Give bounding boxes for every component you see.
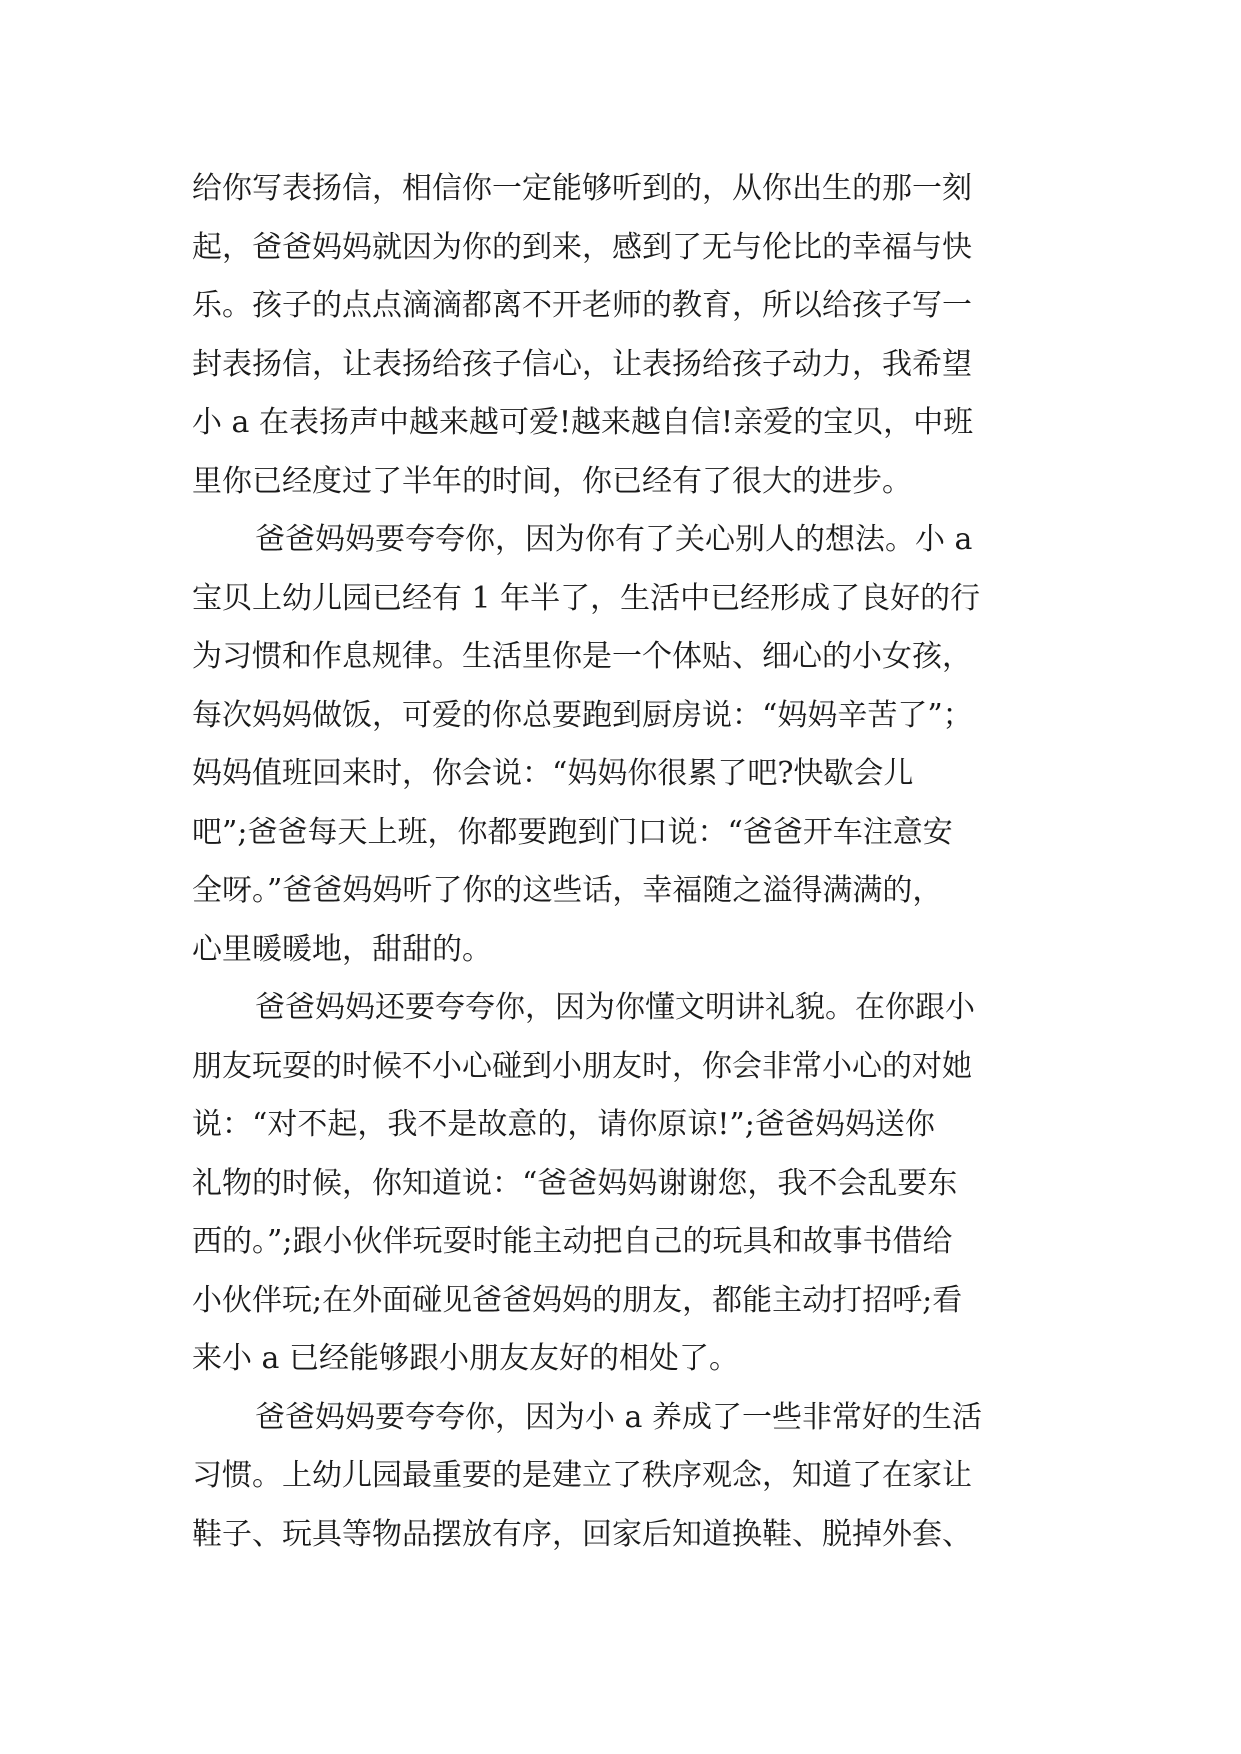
text-line: 小 a 在表扬声中越来越可爱!越来越自信!亲爱的宝贝，中班 bbox=[192, 405, 974, 440]
text-line: 礼物的时候，你知道说：“爸爸妈妈谢谢您，我不会乱要东 bbox=[192, 1165, 958, 1201]
text-line: 给你写表扬信，相信你一定能够听到的，从你出生的那一刻 bbox=[192, 171, 972, 206]
text-line: 说：“对不起，我不是故意的，请你原谅!”;爸爸妈妈送你 bbox=[192, 1107, 935, 1142]
text-line: 每次妈妈做饭，可爱的你总要跑到厨房说：“妈妈辛苦了”； bbox=[192, 697, 973, 733]
text-line: 为习惯和作息规律。生活里你是一个体贴、细心的小女孩， bbox=[192, 639, 972, 674]
text-line: 小伙伴玩;在外面碰见爸爸妈妈的朋友，都能主动打招呼;看 bbox=[192, 1282, 963, 1318]
paragraph-first-line: 爸爸妈妈要夸夸你，因为你有了关心别人的想法。小 a bbox=[255, 522, 973, 557]
text-line: 宝贝上幼儿园已经有 1 年半了，生活中已经形成了良好的行 bbox=[192, 580, 981, 616]
letter-body bbox=[192, 160, 1092, 1564]
text-line: 心里暖暖地，甜甜的。 bbox=[192, 931, 492, 967]
text-line: 全呀。”爸爸妈妈听了你的这些话，幸福随之溢得满满的， bbox=[192, 873, 943, 908]
text-line: 吧”;爸爸每天上班，你都要跑到门口说：“爸爸开车注意安 bbox=[192, 814, 953, 850]
text-line: 西的。”;跟小伙伴玩耍时能主动把自己的玩具和故事书借给 bbox=[192, 1224, 953, 1259]
text-line: 习惯。上幼儿园最重要的是建立了秩序观念，知道了在家让 bbox=[192, 1458, 972, 1493]
text-line: 朋友玩耍的时候不小心碰到小朋友时，你会非常小心的对她 bbox=[192, 1048, 972, 1084]
paragraph-first-line: 爸爸妈妈还要夸夸你，因为你懂文明讲礼貌。在你跟小 bbox=[255, 990, 975, 1025]
text-line: 里你已经度过了半年的时间，你已经有了很大的进步。 bbox=[192, 463, 912, 499]
paragraph-first-line: 爸爸妈妈要夸夸你，因为小 a 养成了一些非常好的生活 bbox=[255, 1399, 982, 1435]
text-line: 乐。孩子的点点滴滴都离不开老师的教育，所以给孩子写一 bbox=[192, 288, 972, 323]
text-line: 封表扬信，让表扬给孩子信心，让表扬给孩子动力，我希望 bbox=[192, 346, 972, 382]
text-line: 妈妈值班回来时，你会说：“妈妈你很累了吧?快歇会儿 bbox=[192, 756, 914, 791]
text-line: 鞋子、玩具等物品摆放有序，回家后知道换鞋、脱掉外套、 bbox=[192, 1516, 972, 1552]
text-line: 来小 a 已经能够跟小朋友友好的相处了。 bbox=[192, 1341, 739, 1376]
text-line: 起，爸爸妈妈就因为你的到来，感到了无与伦比的幸福与快 bbox=[192, 229, 972, 265]
